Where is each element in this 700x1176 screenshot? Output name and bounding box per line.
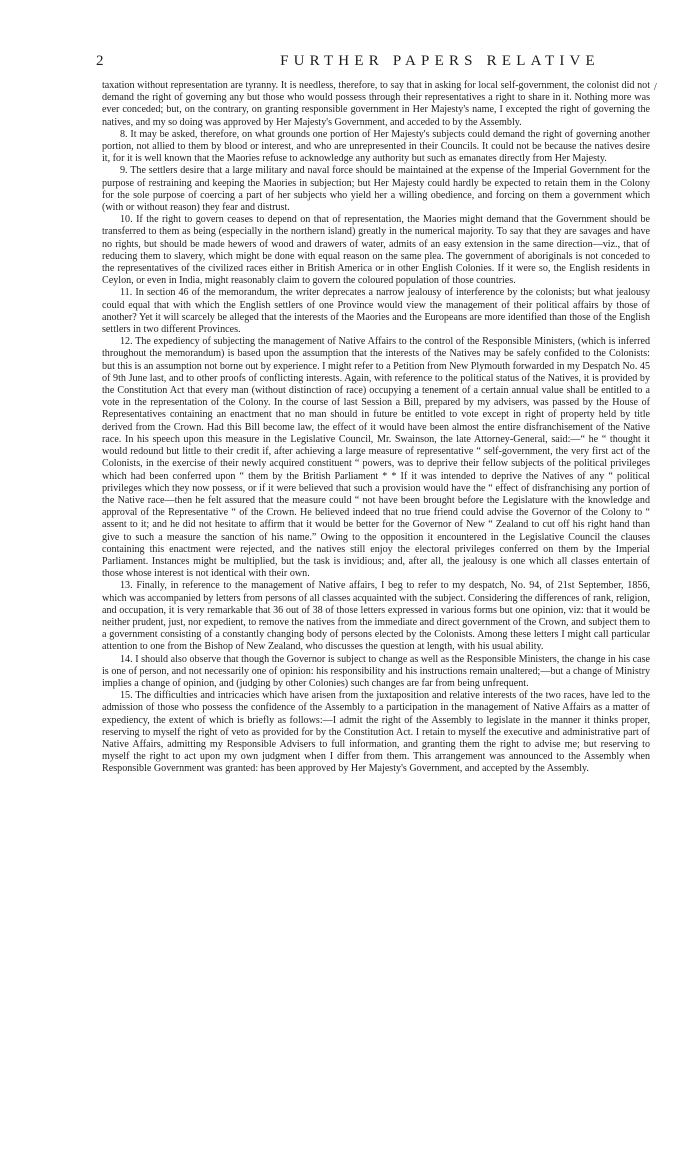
paragraph-10: [102, 214, 650, 287]
paragraph-number: 13.: [120, 580, 133, 592]
margin-mark: /: [654, 82, 657, 93]
paragraph-text: It may be asked, therefore, on what grounds one portion of Her Majesty's subjects could demand the right of governing another portion, not allied to them by blood or interest, and who are unrepresented in their Councils. It could not be because the natives desire it, for it is well known that the Maories refuse to acknowledge any authority but such as emanates directly from Her Majesty.: [102, 128, 650, 165]
paragraph-number: 9.: [120, 165, 128, 177]
page-header: [96, 53, 700, 73]
paragraph-number: 8.: [120, 128, 128, 140]
paragraph-number: 11.: [120, 287, 133, 299]
paragraph-text: taxation without representation are tyranny. It is needless, therefore, to say that in asking for local self-government, the colonist did not demand the right of governing any but those who would possess through their representatives a right to share in it. Nothing more was ever conceded; but, on the contrary, on granting responsible government in Her Majesty's name, I excepted the right of governing the natives, and my so doing was approved by Her Majesty's Government, and acceded to by the Assembly.: [102, 80, 650, 128]
paragraph-number: 15.: [120, 690, 133, 702]
paragraph-continued: [102, 80, 650, 129]
paragraph-13: [102, 580, 650, 653]
paragraph-text: If the right to govern ceases to depend on that of representation, the Maories might demand that the Government should be transferred to them as being (especially in the northern island) greatly in the numerical majority. To say that they are savages and have no rights, but should be made hewers of wood and drawers of water, admits of an easy extension in the same direction—viz., that of reducing them to slavery, which might be done with equal reason on the same plea. The government of aboriginals is not conceded to the representatives of the civilized races either in British America or in other English Colonies. If it were so, the English residents in Ceylon, or even in India, might reasonably claim to govern the coloured population of those countries.: [102, 214, 650, 287]
running-title: FURTHER PAPERS RELATIVE: [280, 53, 600, 69]
paragraph-text: The settlers desire that a large military and naval force should be maintained at the expense of the Imperial Government for the purpose of restraining and keeping the Maories in subjection; but Her Majesty could hardly be expected to retain them in the Colony for the sole purpose of coercing a part of her subjects who yield her a willing obedience, and forcing on them a government which (with or without reason) they fear and distrust.: [102, 165, 650, 214]
paragraph-text: In section 46 of the memorandum, the writer deprecates a narrow jealousy of interference by the colonists; but what jealousy could equal that with which the English settlers of one Province would view the management of their political affairs by those of another? Yet it will scarcely be alleged that the interests of the Maories and the Europeans are more identified than those of the English settlers in two different Provinces.: [102, 287, 650, 336]
paragraph-text: Finally, in reference to the management of Native affairs, I beg to refer to my despatch, No. 94, of 21st September, 1856, which was accompanied by letters from persons of all classes acquainted with the subject. Considering the differences of rank, religion, and occupation, it is very remarkable that 36 out of 38 of those letters expressed in various forms but one opinion, viz: that it would be neither prudent, just, nor expedient, to remove the natives from the immediate and direct government of the Crown, and subject them to a government consisting of a constantly changing body of persons elected by the Colonists. Among these letters I might call particular attention to one from the Bishop of New Zealand, who discusses the question at length, with his usual ability.: [102, 580, 650, 653]
paragraph-12: [102, 336, 650, 580]
paragraph-number: 14.: [120, 653, 133, 665]
paragraph-15: [102, 690, 650, 775]
paragraph-text: The expediency of subjecting the management of Native Affairs to the control of the Responsible Ministers, (which is inferred throughout the memorandum) is based upon the assumption that the interests of the Natives may be safely confided to the Colonists: but this is an assumption not borne out by experience. I might refer to a Petition from New Plymouth forwarded in my Despatch No. 45 of 9th June last, and to other proofs of conflicting interests. Again, with reference to the political status of the Natives, it is provided by the Constitution Act that every man (without distinction of race) occupying a tenement of a certain annual value shall be entitled to a vote in the representation of the Colony. In the course of last Session a Bill, prepared by my advisers, was passed by the House of Representatives containing an enactment that no man should in future be entitled to vote except in right of property held by title derived from the Crown. Had this Bill become law, the effect of it would have been almost the entire disfranchisement of the Native race. In his speech upon this measure in the Legislative Council, Mr. Swainson, the late Attorney-General, said:—“ he “ thought it would redound but little to their credit if, after achieving a large measure of representative “ self-government, the very first act of the Colonists, in the exercise of their newly acquired constituent “ powers, was to deprive their fellow subjects of the political privileges which had been conferred upon “ them by the British Parliament * * If it was intended to deprive the Natives of any “ political privileges which they now possess, or if it were believed that such a provision would have the “ effect of disfranchising any portion of the Native race—then he felt assured that the measure could “ not have been brought before the Legislature with the knowledge and approval of the Representative “ of the Crown. He believed indeed that no true friend could advise the Governor of the Colony to “ assent to it; and he did not hesitate to affirm that it would be better for the Governor of New “ Zealand to cut off his right hand than give to such a measure the sanction of his name.” Owing to the opposition it encountered in the Legislative Council the clauses containing this enactment were rejected, and the natives still enjoy the electoral privileges conferred on them by the Imperial Parliament. Instances might be multiplied, but the task is invidious; and, after all, the jealousy is one which all classes entertain of those whose interest is not identical with their own.: [102, 336, 650, 580]
body-text: [102, 80, 650, 776]
paragraph-8: [102, 129, 650, 166]
paragraph-number: 12.: [120, 336, 133, 348]
page-number: 2: [96, 53, 105, 69]
paragraph-text: I should also observe that though the Governor is subject to change as well as the Responsible Ministers, the change in his case is one of person, and not necessarily one of opinion: his responsibility and his instructions remain unaltered;—but a change of Ministry implies a change of opinion, and (judging by other Colonies) such changes are far from being unfrequent.: [102, 653, 650, 689]
paragraph-number: 10.: [120, 214, 133, 226]
paragraph-text: The difficulties and intricacies which have arisen from the juxtaposition and relative interests of the two races, have led to the admission of those who possess the confidence of the Assembly to a participation in the management of Native Affairs as a matter of expediency, the extent of which is briefly as follows:—I admit the right of the Assembly to legislate in the manner it thinks proper, reserving to myself the right of veto as provided for by the Constitution Act. I retain to myself the executive and administrative part of Native Affairs, admitting my Responsible Advisers to full information, and granting them the right to advise me; but reserving to myself the right to act upon my own judgment when I differ from them. This arrangement was announced to the Assembly when Responsible Government was granted: has been approved by Her Majesty's Government, and accepted by the Assembly.: [102, 690, 651, 775]
paragraph-14: [102, 654, 650, 691]
paragraph-11: [102, 287, 650, 336]
paragraph-9: [102, 165, 650, 214]
